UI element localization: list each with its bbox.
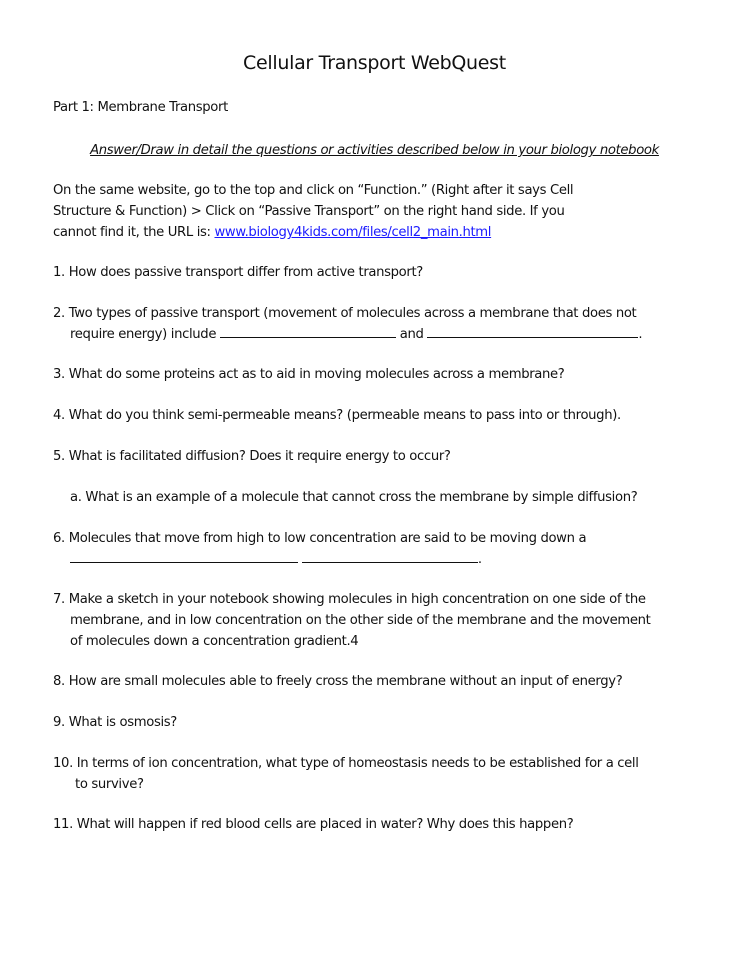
question-8: 8. How are small molecules able to freely cross the membrane without an input of energy?	[53, 674, 623, 689]
q6-blank-2[interactable]	[302, 549, 478, 563]
biology4kids-link[interactable]: www.biology4kids.com/files/cell2_main.html	[214, 225, 492, 240]
q6-end: .	[477, 552, 482, 567]
intro-line-1: On the same website, go to the top and click on “Function.” (Right after it says Cell	[53, 183, 574, 198]
question-7-line-3: of molecules down a concentration gradient.4	[70, 634, 359, 649]
intro-line-3	[53, 222, 491, 243]
q2-and: and	[395, 327, 428, 342]
question-6-line-1: 6. Molecules that move from high to low concentration are said to be moving down a	[53, 531, 587, 546]
page-title: Cellular Transport WebQuest	[243, 52, 506, 74]
question-10-line-1: 10. In terms of ion concentration, what type of homeostasis needs to be established for a cell	[53, 756, 639, 771]
question-4: 4. What do you think semi-permeable means? (permeable means to pass into or through).	[53, 408, 621, 423]
question-1: 1. How does passive transport differ from active transport?	[53, 265, 423, 280]
question-2-line-2	[70, 324, 642, 345]
intro-line-2: Structure & Function) > Click on “Passive Transport” on the right hand side. If you	[53, 204, 565, 219]
question-2-line-1: 2. Two types of passive transport (movement of molecules across a membrane that does not	[53, 306, 637, 321]
question-5: 5. What is facilitated diffusion? Does it require energy to occur?	[53, 449, 451, 464]
question-9: 9. What is osmosis?	[53, 715, 177, 730]
question-7-line-2: membrane, and in low concentration on the other side of the membrane and the movement	[70, 613, 651, 628]
question-10-line-2: to survive?	[75, 777, 144, 792]
q2-end: .	[638, 327, 643, 342]
question-7-line-1: 7. Make a sketch in your notebook showing molecules in high concentration on one side of the	[53, 592, 646, 607]
question-6-line-2	[70, 549, 482, 570]
question-3: 3. What do some proteins act as to aid in moving molecules across a membrane?	[53, 367, 565, 382]
question-5a: a. What is an example of a molecule that cannot cross the membrane by simple diffusion?	[70, 490, 638, 505]
q2-blank-2[interactable]	[427, 324, 638, 338]
q2-prefix: require energy) include	[70, 327, 220, 342]
instruction-text: Answer/Draw in detail the questions or activities described below in your biology notebook	[90, 143, 659, 158]
q6-blank-1[interactable]	[70, 549, 298, 563]
question-11: 11. What will happen if red blood cells are placed in water? Why does this happen?	[53, 817, 574, 832]
q2-blank-1[interactable]	[220, 324, 396, 338]
part-heading: Part 1: Membrane Transport	[53, 100, 228, 115]
intro-url-prefix: cannot find it, the URL is:	[53, 225, 215, 240]
